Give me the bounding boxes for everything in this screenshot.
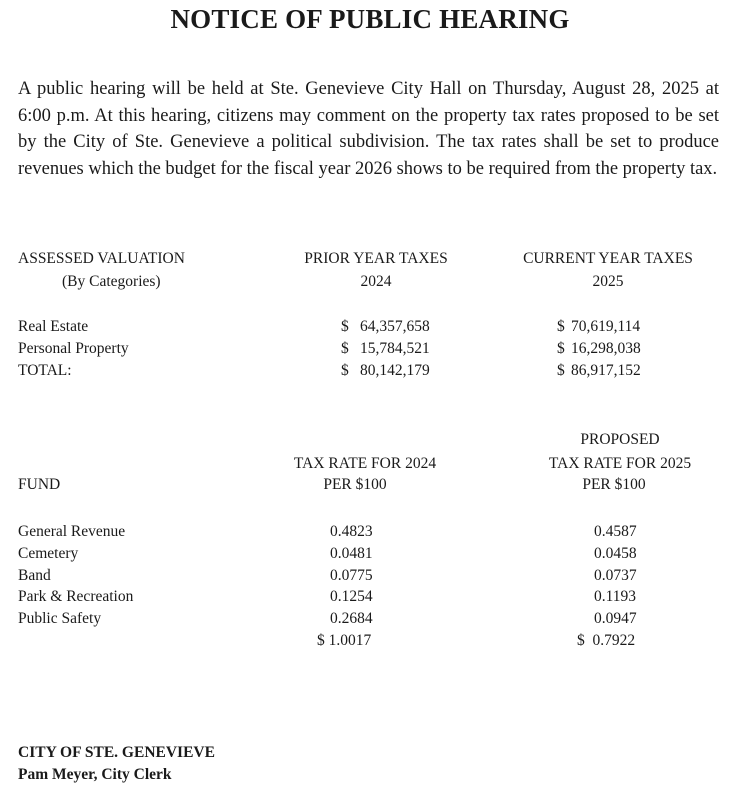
current-year-subheader: 2025 xyxy=(592,273,624,290)
fund-rate-2024: 0.1254 xyxy=(330,588,373,605)
prior-year-header: PRIOR YEAR TAXES xyxy=(304,250,448,267)
fund-rate-2025: 0.0737 xyxy=(594,567,637,584)
rate-2025-header: TAX RATE FOR 2025 xyxy=(548,455,692,472)
intro-paragraph: A public hearing will be held at Ste. Genevieve City Hall on Thursday, August 28, 2025 at 6:00 p.m. At this hearing, citizens may comment on the property tax rates proposed to be set by the City of Ste. Genevieve a political subdivision. The tax rates shall be set to produce revenues which the budget for the fiscal year 2026 shows to be required from the property tax. xyxy=(18,79,719,179)
fund-rate-2024: 0.0481 xyxy=(330,545,373,562)
valuation-col-label-header: ASSESSED VALUATION xyxy=(18,250,185,267)
valuation-current-value: 70,619,114 xyxy=(571,318,641,335)
valuation-prior-dollar-sign: $ xyxy=(341,318,349,335)
fund-rate-2025: 0.1193 xyxy=(594,588,637,605)
valuation-current-total: 86,917,152 xyxy=(571,362,641,379)
prior-year-subheader: 2024 xyxy=(360,273,392,290)
valuation-row-label: Personal Property xyxy=(18,340,129,357)
valuation-prior-dollar-sign: $ xyxy=(341,340,349,357)
rate-2024-per-header: PER $100 xyxy=(323,476,387,493)
fund-header: FUND xyxy=(18,476,61,493)
valuation-col-label-subheader: (By Categories) xyxy=(62,273,161,290)
valuation-total-label: TOTAL: xyxy=(18,362,72,379)
valuation-prior-value: 64,357,658 xyxy=(360,318,430,335)
fund-rate-2025: 0.4587 xyxy=(594,523,637,540)
rate-2024-total: $ 1.0017 xyxy=(317,632,372,649)
valuation-current-dollar-sign: $ xyxy=(557,340,565,357)
valuation-prior-dollar-sign: $ xyxy=(341,362,349,379)
fund-rate-2024: 0.0775 xyxy=(330,567,373,584)
fund-rate-2025: 0.0458 xyxy=(594,545,637,562)
fund-row-label: Band xyxy=(18,567,51,584)
valuation-current-dollar-sign: $ xyxy=(557,318,565,335)
valuation-row-label: Real Estate xyxy=(18,318,89,335)
rate-2025-total: $ 0.7922 xyxy=(577,632,636,649)
notice-title: NOTICE OF PUBLIC HEARING xyxy=(170,4,570,34)
fund-rate-2024: 0.4823 xyxy=(330,523,373,540)
signature-org: CITY OF STE. GENEVIEVE xyxy=(18,744,215,761)
valuation-prior-total: 80,142,179 xyxy=(360,362,430,379)
proposed-header: PROPOSED xyxy=(580,431,660,448)
fund-rate-2025: 0.0947 xyxy=(594,610,637,627)
signature-name: Pam Meyer, City Clerk xyxy=(18,766,172,783)
fund-row-label: Park & Recreation xyxy=(18,588,134,605)
valuation-prior-value: 15,784,521 xyxy=(360,340,430,357)
valuation-current-value: 16,298,038 xyxy=(571,340,641,357)
fund-row-label: General Revenue xyxy=(18,523,126,540)
fund-row-label: Public Safety xyxy=(18,610,102,627)
valuation-current-dollar-sign: $ xyxy=(557,362,565,379)
current-year-header: CURRENT YEAR TAXES xyxy=(523,250,693,267)
rate-2024-header: TAX RATE FOR 2024 xyxy=(293,455,437,472)
rate-2025-per-header: PER $100 xyxy=(582,476,646,493)
fund-rate-2024: 0.2684 xyxy=(330,610,373,627)
fund-row-label: Cemetery xyxy=(18,545,79,562)
